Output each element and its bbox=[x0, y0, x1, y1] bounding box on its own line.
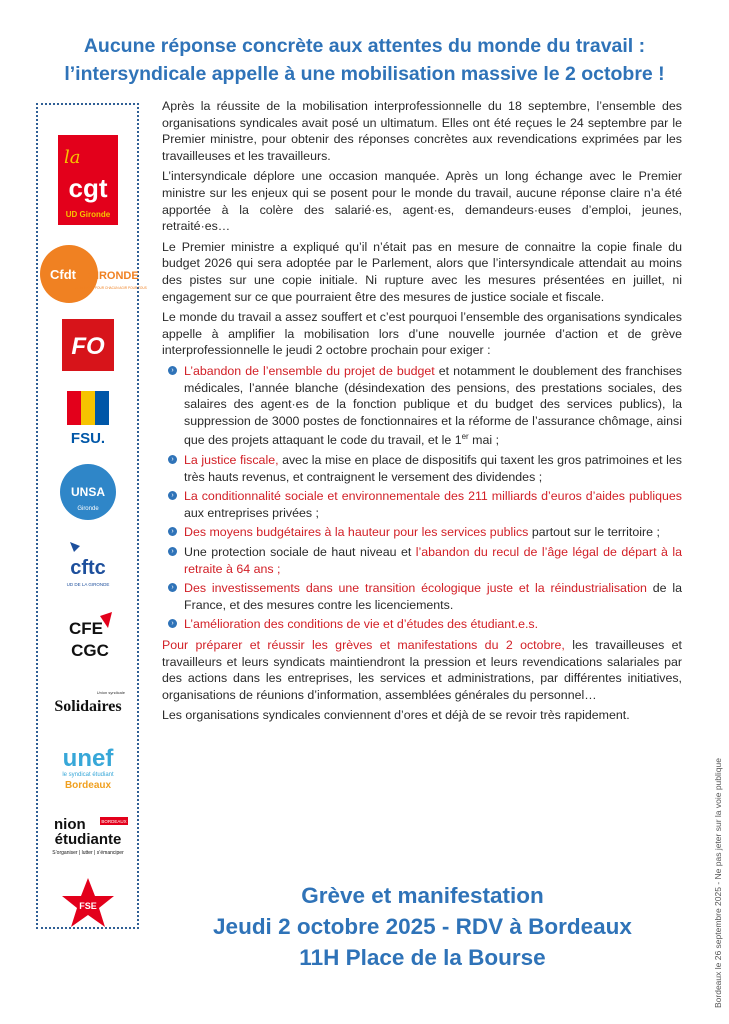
chevron-right-icon: › bbox=[168, 366, 177, 375]
demands-list bbox=[162, 363, 682, 633]
svg-text:BORDEAUX: BORDEAUX bbox=[100, 819, 127, 824]
svg-text:FO: FO bbox=[70, 333, 105, 360]
svg-text:Bordeaux: Bordeaux bbox=[64, 780, 111, 791]
svg-text:S’organiser | lutter | s’émanc: S’organiser | lutter | s’émanciper bbox=[51, 850, 124, 856]
paragraph-2: L’intersyndicale déplore une occasion manquée. Après un long échange avec le Premier ministre sur les enjeux qui se posent pour le monde du travail, aucune réponse claire n’a été apportée à la colère des salarié·es, agent·es, demandeurs·euses d’emploi, jeunes, retraité·es… bbox=[162, 169, 682, 234]
demand-item: › L’amélioration des conditions de vie et d’études des étudiant.e.s. bbox=[184, 616, 682, 633]
paragraph-5: Pour préparer et réussir les grèves et manifestations du 2 octobre, les travailleuses et travailleurs et leurs syndicats maintiendront la pression et leurs revendications salariales par des actions dans les entreprises, les services et administrations, par différentes initiatives, organisations de réunions d’information, assemblées générales du personnel… bbox=[162, 637, 682, 702]
demand-item: › La conditionnalité sociale et environnementale des 211 milliards d’euros d’aides publiques aux entreprises privées ; bbox=[184, 488, 682, 521]
svg-text:UNSA: UNSA bbox=[70, 485, 105, 499]
paragraph-4: Le monde du travail a assez souffert et c’est pourquoi l’ensemble des organisations syndicales appelle à amplifier la mobilisation lors d’une nouvelle journée d’action et de grève interprofessionnelle le jeudi 2 octobre prochain pour exiger : bbox=[162, 310, 682, 358]
svg-text:cftc: cftc bbox=[69, 557, 106, 579]
union-etudiante-logo bbox=[38, 809, 137, 861]
union-logos-panel bbox=[36, 103, 147, 929]
svg-text:S’ENGAGER POUR CHACUN AGIR POU: S’ENGAGER POUR CHACUN AGIR POUR TOUS bbox=[74, 286, 147, 290]
article-body bbox=[162, 98, 682, 728]
svg-text:FSU.: FSU. bbox=[70, 430, 105, 447]
title-line-2: l’intersyndicale appelle à une mobilisation massive le 2 octobre ! bbox=[64, 63, 665, 85]
demand-item: › Des moyens budgétaires à la hauteur pour les services publics partout sur le territoire ; bbox=[184, 524, 682, 541]
svg-text:UD Gironde: UD Gironde bbox=[65, 210, 110, 219]
svg-text:Gironde: Gironde bbox=[76, 506, 99, 512]
event-line-3: 11H Place de la Bourse bbox=[299, 945, 546, 970]
chevron-right-icon: › bbox=[168, 527, 177, 536]
title-line-1: Aucune réponse concrète aux attentes du monde du travail : bbox=[83, 35, 646, 57]
svg-text:nion: nion bbox=[53, 816, 86, 833]
event-line-1: Grève et manifestation bbox=[301, 883, 544, 908]
cftc-logo bbox=[38, 535, 137, 595]
svg-text:unef: unef bbox=[62, 745, 113, 772]
chevron-right-icon: › bbox=[168, 455, 177, 464]
svg-text:CFE: CFE bbox=[68, 619, 103, 638]
fsu-logo bbox=[38, 387, 137, 449]
demand-item: › Une protection sociale de haut niveau et l’abandon du recul de l’âge légal de départ à la retraite à 64 ans ; bbox=[184, 544, 682, 577]
chevron-right-icon: › bbox=[168, 583, 177, 592]
solidaires-logo bbox=[38, 683, 137, 723]
fse-logo bbox=[38, 875, 137, 931]
svg-text:Union syndicale: Union syndicale bbox=[96, 690, 125, 695]
svg-text:UD DE LA GIRONDE: UD DE LA GIRONDE bbox=[66, 582, 109, 587]
svg-text:la: la bbox=[63, 147, 80, 168]
chevron-right-icon: › bbox=[168, 547, 177, 556]
svg-text:étudiante: étudiante bbox=[54, 831, 121, 848]
cfdt-logo bbox=[38, 243, 147, 305]
cfe-cgc-logo bbox=[38, 607, 137, 669]
svg-text:Cfdt: Cfdt bbox=[49, 267, 76, 282]
svg-text:CGC: CGC bbox=[70, 641, 109, 660]
demand-item: › La justice fiscale, avec la mise en place de dispositifs qui taxent les gros patrimoines et les très hauts revenus, et contraignent le versement des dividendes ; bbox=[184, 452, 682, 485]
svg-text:Solidaires: Solidaires bbox=[53, 698, 122, 715]
chevron-right-icon: › bbox=[168, 619, 177, 628]
event-line-2: Jeudi 2 octobre 2025 - RDV à Bordeaux bbox=[213, 914, 632, 939]
svg-text:GIRONDE: GIRONDE bbox=[86, 270, 139, 282]
paragraph-1: Après la réussite de la mobilisation interprofessionnelle du 18 septembre, l’ensemble des organisations syndicales avait posé un ultimatum. Elles ont été reçues le 24 septembre par le Premier ministre, pour obtenir des réponses concrètes aux revendications exprimées par les travailleuses et les travailleurs. bbox=[162, 99, 682, 163]
chevron-right-icon: › bbox=[168, 491, 177, 500]
event-banner bbox=[160, 880, 685, 973]
fo-logo bbox=[38, 317, 137, 373]
svg-text:le syndicat étudiant: le syndicat étudiant bbox=[61, 772, 114, 778]
side-note: Bordeaux le 26 septembre 2025 - Ne pas jeter sur la voie publique bbox=[713, 758, 723, 1008]
demand-item: › L’abandon de l’ensemble du projet de budget et notamment le doublement des franchises médicales, l’année blanche (désindexation des pensions, des prestations sociales, des salaires des agent·es de la fonction publique et du budget des services publics), la suppression de 3000 postes de fonctionnaires et la réforme de l’assurance chômage, ainsi que des projets attaquant le code du travail, et le 1er mai ; bbox=[184, 363, 682, 449]
svg-text:FSE: FSE bbox=[78, 901, 97, 911]
unsa-logo bbox=[38, 461, 137, 523]
page-title bbox=[0, 32, 729, 88]
unef-logo bbox=[38, 737, 137, 797]
paragraph-6: Les organisations syndicales conviennent d’ores et déjà de se revoir très rapidement. bbox=[162, 708, 630, 723]
demand-item: › Des investissements dans une transition écologique juste et la réindustrialisation de la France, et des mesures contre les licenciements. bbox=[184, 580, 682, 613]
cgt-logo bbox=[38, 135, 137, 225]
paragraph-3: Le Premier ministre a expliqué qu’il n’était pas en mesure de connaitre la copie finale du budget 2026 qui sera adoptée par le Parlement, alors que l’intersyndicale attendait au moins des pistes sur une copie initiale. Ni rupture avec les mesures présentées en juillet, ni engagement sur ce que pourraient être des mesures de justice sociale et fiscale. bbox=[162, 239, 682, 304]
svg-text:cgt: cgt bbox=[68, 173, 107, 203]
